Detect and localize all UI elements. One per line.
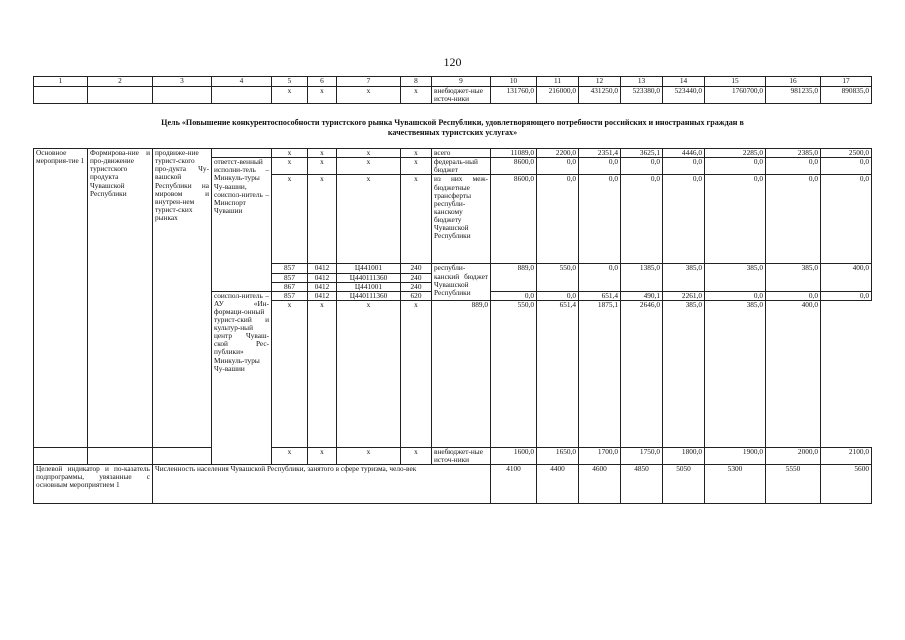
mark-cell: x bbox=[337, 300, 401, 447]
goal-heading bbox=[34, 104, 872, 149]
value-cell: 1900,0 bbox=[705, 447, 766, 464]
indicator-value: 5600 bbox=[821, 465, 872, 504]
mark-cell: x bbox=[272, 175, 308, 264]
funding-source: из них меж-бюджетные трансферты республи-канскому бюджету Чувашской Республики bbox=[432, 175, 491, 264]
value-cell: 523440,0 bbox=[663, 87, 705, 104]
col-num: 7 bbox=[337, 77, 401, 87]
mark-cell: x bbox=[308, 175, 337, 264]
goal-row bbox=[34, 104, 872, 149]
value-cell: 1650,0 bbox=[537, 447, 579, 464]
indicator-text: Численность населения Чувашской Республики, занятого в сфере туризма, чело-век bbox=[153, 465, 491, 504]
value-cell: 8600,0 bbox=[491, 175, 537, 264]
value-cell: 0,0 bbox=[579, 264, 621, 291]
value-cell: 2200,0 bbox=[537, 149, 579, 158]
value-cell: 0,0 bbox=[537, 158, 579, 175]
col-num: 16 bbox=[766, 77, 821, 87]
value-cell: 385,0 bbox=[663, 300, 705, 447]
value-cell: 0,0 bbox=[766, 291, 821, 300]
funding-source: всего bbox=[432, 149, 491, 158]
mark-cell: x bbox=[337, 87, 401, 104]
mark-cell: x bbox=[308, 158, 337, 175]
page-number: 120 bbox=[443, 55, 462, 69]
value-cell: 1760700,0 bbox=[705, 87, 766, 104]
value-cell: 2000,0 bbox=[766, 447, 821, 464]
value-cell: 0,0 bbox=[663, 175, 705, 264]
value-cell: 400,0 bbox=[821, 264, 872, 291]
code-cell: 240 bbox=[401, 264, 432, 273]
value-cell: 385,0 bbox=[705, 264, 766, 291]
col-num: 2 bbox=[88, 77, 153, 87]
value-cell: 1600,0 bbox=[491, 447, 537, 464]
value-cell: 131760,0 bbox=[491, 87, 537, 104]
value-cell: 2646,0 bbox=[621, 300, 663, 447]
mark-cell: x bbox=[308, 300, 337, 447]
mark-cell: x bbox=[308, 87, 337, 104]
col-num: 17 bbox=[821, 77, 872, 87]
value-cell: 11089,0 bbox=[491, 149, 537, 158]
value-cell: 2385,0 bbox=[766, 149, 821, 158]
indicator-value: 5300 bbox=[705, 465, 766, 504]
col-num: 6 bbox=[308, 77, 337, 87]
value-cell: 0,0 bbox=[537, 291, 579, 300]
value-cell: 385,0 bbox=[766, 264, 821, 291]
mark-cell: x bbox=[401, 175, 432, 264]
mark-cell: x bbox=[272, 447, 308, 464]
funding-source: республи-канский бюджет Чувашской Республики bbox=[432, 264, 491, 300]
value-cell: 2351,4 bbox=[579, 149, 621, 158]
value-cell: 2500,0 bbox=[821, 149, 872, 158]
indicator-value: 4850 bbox=[621, 465, 663, 504]
col-num: 14 bbox=[663, 77, 705, 87]
value-cell: 0,0 bbox=[821, 175, 872, 264]
value-cell: 385,0 bbox=[705, 300, 766, 447]
column-number-row bbox=[34, 77, 872, 87]
code-cell: Ц441001 bbox=[337, 282, 401, 291]
code-cell: 240 bbox=[401, 273, 432, 282]
value-cell: 890835,0 bbox=[821, 87, 872, 104]
col-num: 5 bbox=[272, 77, 308, 87]
mark-cell: x bbox=[308, 149, 337, 158]
goal-text: Цель «Повышение конкурентоспособности туристского рынка Чувашской Республики, удовлетворяющего потребности российских и иностранных граждан в качественных туристских услугах» bbox=[161, 118, 744, 138]
mark-cell: x bbox=[337, 175, 401, 264]
value-cell: 385,0 bbox=[663, 264, 705, 291]
col-num: 11 bbox=[537, 77, 579, 87]
mark-cell: x bbox=[401, 447, 432, 464]
funding-source: внебюджет-ные источ-ники bbox=[432, 87, 491, 104]
responsible-executor: ответст-венный исполни-тель – Минкуль-туры Чу-вашии, соиспол-нитель – Минспорт Чувашии bbox=[212, 158, 272, 291]
value-cell: 0,0 bbox=[491, 291, 537, 300]
value-cell: 0,0 bbox=[766, 175, 821, 264]
value-cell: 651,4 bbox=[537, 300, 579, 447]
code-cell: 0412 bbox=[308, 282, 337, 291]
value-cell: 2100,0 bbox=[821, 447, 872, 464]
indicator-value: 4100 bbox=[491, 465, 537, 504]
value-cell: 431250,0 bbox=[579, 87, 621, 104]
value-cell: 0,0 bbox=[537, 175, 579, 264]
table-row bbox=[34, 447, 872, 464]
mark-cell: x bbox=[272, 158, 308, 175]
code-cell: 0412 bbox=[308, 273, 337, 282]
col-num: 12 bbox=[579, 77, 621, 87]
value-cell: 4446,0 bbox=[663, 149, 705, 158]
value-cell: 0,0 bbox=[821, 291, 872, 300]
activity-status: Основное мероприя-тие 1 bbox=[34, 149, 88, 448]
value-cell: 2261,0 bbox=[663, 291, 705, 300]
col-num: 13 bbox=[621, 77, 663, 87]
mark-cell: x bbox=[401, 149, 432, 158]
code-cell: 867 bbox=[272, 282, 308, 291]
value-cell: 1385,0 bbox=[621, 264, 663, 291]
value-cell: 550,0 bbox=[537, 264, 579, 291]
code-cell: 0412 bbox=[308, 291, 337, 300]
col-num: 9 bbox=[432, 77, 491, 87]
activity-task: продвиже-ние турист-ского про-дукта Чу-вашской Республики на мировом и внутрен-нем турист-ских рынках bbox=[153, 149, 212, 448]
mark-cell: x bbox=[308, 447, 337, 464]
col-num: 15 bbox=[705, 77, 766, 87]
value-cell: 889,0 bbox=[432, 300, 491, 447]
value-cell: 0,0 bbox=[579, 158, 621, 175]
mark-cell: x bbox=[337, 447, 401, 464]
mark-cell: x bbox=[272, 87, 308, 104]
funding-source: федераль-ный бюджет bbox=[432, 158, 491, 175]
mark-cell: x bbox=[337, 149, 401, 158]
mark-cell: x bbox=[272, 300, 308, 447]
value-cell: 400,0 bbox=[766, 300, 821, 447]
col-num: 1 bbox=[34, 77, 88, 87]
col-num: 10 bbox=[491, 77, 537, 87]
indicator-value: 5550 bbox=[766, 465, 821, 504]
value-cell: 981235,0 bbox=[766, 87, 821, 104]
value-cell: 0,0 bbox=[705, 175, 766, 264]
mark-cell: x bbox=[272, 149, 308, 158]
code-cell: Ц440111360 bbox=[337, 291, 401, 300]
code-cell: 0412 bbox=[308, 264, 337, 273]
value-cell: 0,0 bbox=[766, 158, 821, 175]
value-cell: 523380,0 bbox=[621, 87, 663, 104]
value-cell: 889,0 bbox=[491, 264, 537, 291]
value-cell: 3625,1 bbox=[621, 149, 663, 158]
indicator-value: 4600 bbox=[579, 465, 621, 504]
code-cell: 240 bbox=[401, 282, 432, 291]
indicator-value: 5050 bbox=[663, 465, 705, 504]
value-cell: 0,0 bbox=[663, 158, 705, 175]
indicator-row bbox=[34, 465, 872, 504]
value-cell: 8600,0 bbox=[491, 158, 537, 175]
mark-cell: x bbox=[401, 158, 432, 175]
co-executor: соиспол-нитель – АУ «Ин-формаци-онный турист-ский и культур-ный центр Чуваш-ской Рес-публики» Минкуль-туры Чу-вашии bbox=[212, 291, 272, 464]
indicator-value: 4400 bbox=[537, 465, 579, 504]
table-row bbox=[34, 149, 872, 158]
code-cell: 857 bbox=[272, 291, 308, 300]
value-cell: 216000,0 bbox=[537, 87, 579, 104]
funding-source: внебюджет-ные источ-ники bbox=[432, 447, 491, 464]
value-cell: 0,0 bbox=[621, 175, 663, 264]
indicator-label: Целевой индикатор и по-казатель подпрограммы, увязанные с основным мероприятием 1 bbox=[34, 465, 153, 504]
col-num: 3 bbox=[153, 77, 212, 87]
value-cell: 651,4 bbox=[579, 291, 621, 300]
code-cell: Ц441001 bbox=[337, 264, 401, 273]
value-cell: 0,0 bbox=[705, 158, 766, 175]
value-cell: 1800,0 bbox=[663, 447, 705, 464]
value-cell: 0,0 bbox=[579, 175, 621, 264]
budget-table bbox=[33, 76, 872, 504]
code-cell: 857 bbox=[272, 264, 308, 273]
col-num: 8 bbox=[401, 77, 432, 87]
code-cell: Ц440111360 bbox=[337, 273, 401, 282]
mark-cell: x bbox=[401, 87, 432, 104]
code-cell: 620 bbox=[401, 291, 432, 300]
mark-cell: x bbox=[401, 300, 432, 447]
value-cell: 0,0 bbox=[621, 158, 663, 175]
activity-name: Формирова-ние и про-движение туристского продукта Чувашской Республики bbox=[88, 149, 153, 448]
mark-cell: x bbox=[337, 158, 401, 175]
value-cell: 490,1 bbox=[621, 291, 663, 300]
value-cell: 2285,0 bbox=[705, 149, 766, 158]
value-cell: 1700,0 bbox=[579, 447, 621, 464]
code-cell: 857 bbox=[272, 273, 308, 282]
value-cell: 1750,0 bbox=[621, 447, 663, 464]
value-cell: 550,0 bbox=[491, 300, 537, 447]
col-num: 4 bbox=[212, 77, 272, 87]
value-cell: 1875,1 bbox=[579, 300, 621, 447]
value-cell: 0,0 bbox=[821, 158, 872, 175]
value-cell: 0,0 bbox=[705, 291, 766, 300]
continued-row bbox=[34, 87, 872, 104]
